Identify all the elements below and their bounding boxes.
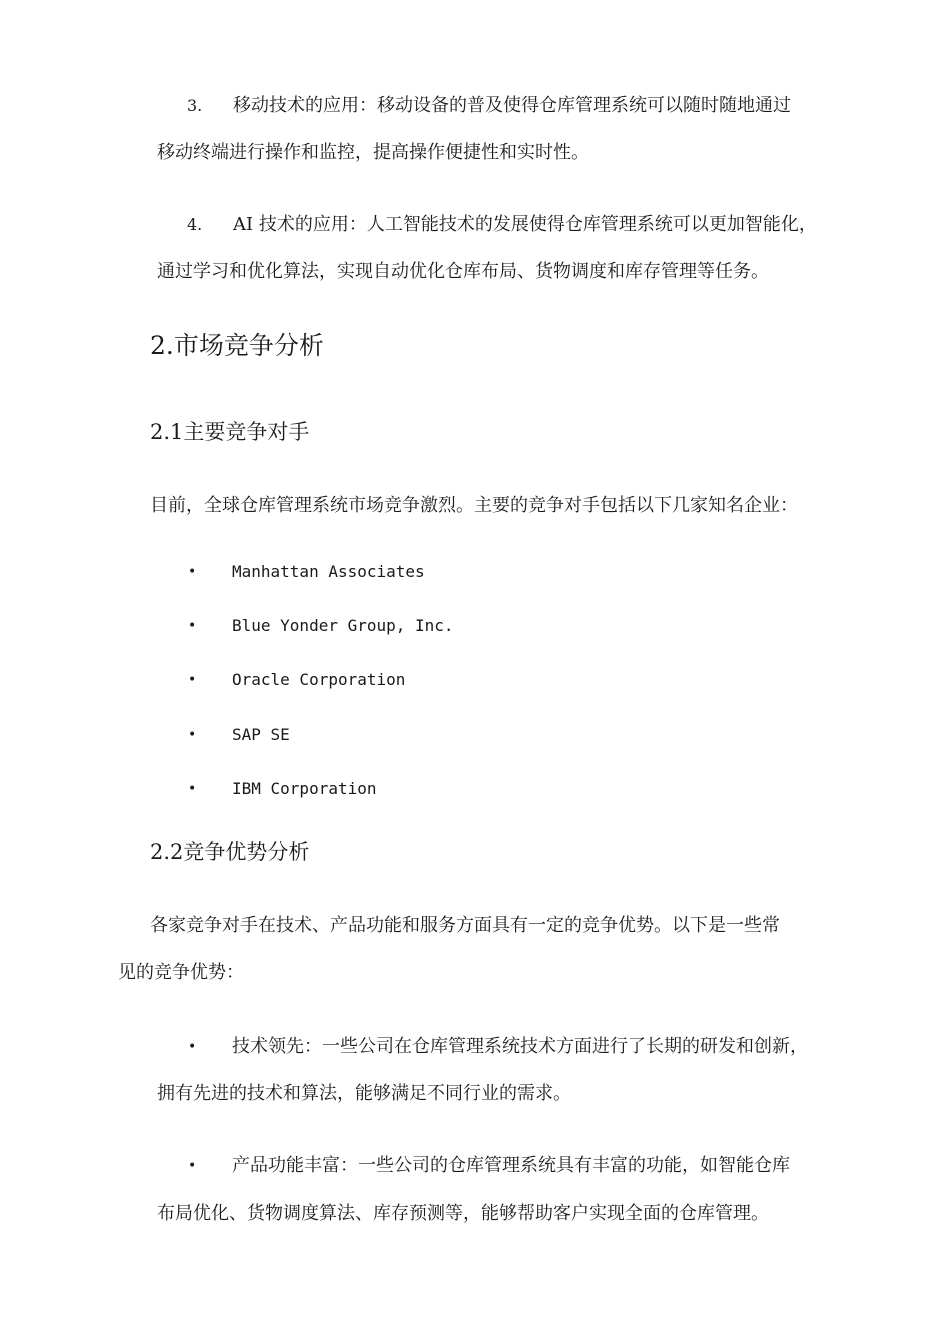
list-item: 产品功能丰富：一些公司的仓库管理系统具有丰富的功能，如智能仓库: [232, 1155, 790, 1176]
subsection-heading: 2.1主要竞争对手: [150, 420, 310, 444]
list-item: Oracle Corporation: [232, 670, 406, 689]
section-heading: 2.市场竞争分析: [150, 331, 324, 360]
paragraph-line: 布局优化、货物调度算法、库存预测等，能够帮助客户实现全面的仓库管理。: [157, 1203, 769, 1224]
paragraph-line: AI 技术的应用：人工智能技术的发展使得仓库管理系统可以更加智能化，: [233, 214, 817, 235]
paragraph-line: 通过学习和优化算法，实现自动优化仓库布局、货物调度和库存管理等任务。: [157, 261, 769, 282]
bullet-icon: •: [188, 618, 197, 634]
list-item: 技术领先：一些公司在仓库管理系统技术方面进行了长期的研发和创新，: [232, 1036, 808, 1057]
list-item: IBM Corporation: [232, 779, 377, 798]
list-item: SAP SE: [232, 725, 290, 744]
bullet-icon: •: [188, 672, 197, 688]
list-number: 4.: [187, 215, 203, 234]
bullet-icon: •: [188, 781, 197, 797]
bullet-icon: •: [188, 1158, 197, 1174]
list-item: Blue Yonder Group, Inc.: [232, 616, 454, 635]
bullet-icon: •: [188, 1039, 197, 1055]
paragraph-line: 见的竞争优势：: [118, 962, 244, 983]
paragraph-line: 拥有先进的技术和算法，能够满足不同行业的需求。: [157, 1083, 571, 1104]
bullet-icon: •: [188, 564, 197, 580]
list-number: 3.: [187, 96, 203, 115]
paragraph-line: 移动终端进行操作和监控，提高操作便捷性和实时性。: [157, 142, 589, 163]
list-item: Manhattan Associates: [232, 562, 425, 581]
paragraph-line: 目前，全球仓库管理系统市场竞争激烈。主要的竞争对手包括以下几家知名企业：: [150, 495, 798, 516]
bullet-icon: •: [188, 727, 197, 743]
paragraph-line: 各家竞争对手在技术、产品功能和服务方面具有一定的竞争优势。以下是一些常: [150, 915, 780, 936]
subsection-heading: 2.2竞争优势分析: [150, 840, 310, 864]
paragraph-line: 移动技术的应用：移动设备的普及使得仓库管理系统可以随时随地通过: [233, 95, 791, 116]
